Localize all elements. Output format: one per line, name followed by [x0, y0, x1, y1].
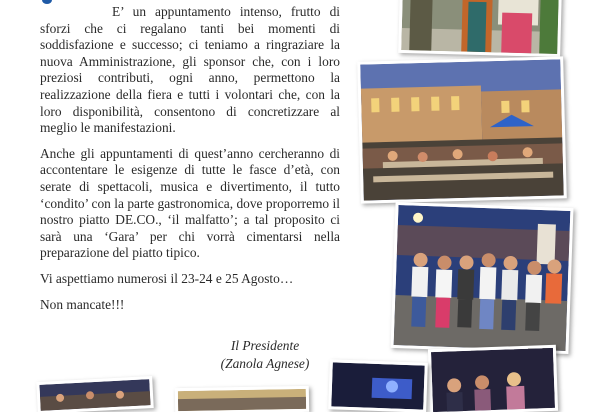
signature-role: Il Presidente — [230, 338, 300, 353]
photo-piazza-crowd — [360, 59, 563, 200]
paragraph-thanks: E’ un appuntamento intenso, frutto di sforzi che ci regalano tanti bei momenti di soddisfazione e successo; ci teniamo a ringraziare la nuova Amministrazione, gli sponsor che, con i loro preziosi contributi, ogni anno, permettono la realizzazione della fiera e tutti i volontari che, con la loro disponibilità, consentono di concretizzare al meglio le manifestazioni. — [40, 4, 340, 136]
photo-stage-performers — [431, 348, 555, 412]
photo-piazza-crowd-image — [360, 59, 563, 200]
article-body — [40, 4, 340, 313]
signature-block — [210, 337, 320, 373]
photo-group-portrait-image — [394, 205, 571, 351]
photo-group-portrait — [394, 205, 571, 351]
photo-dusk-street-image — [178, 389, 306, 411]
photo-night-stage-image — [331, 362, 424, 409]
photo-costumed-people-image — [401, 0, 559, 54]
paragraph-dates: Vi aspettiamo numerosi il 23-24 e 25 Agosto… — [40, 270, 294, 286]
paragraph-events: Anche gli appuntamenti di quest’anno cercheranno di accontentare le esigenze di tutte le fasce d’età, con serate di spettacoli, musica e divertimento, il tutto ‘condito’ con la parte gastronomica, dove proporremo il nostro piatto DE.CO., ‘il malfatto’; a tal proposito ci sarà una ‘Gara’ per chi vorrà cimentarsi nella preparazione del piatto tipico. — [40, 145, 340, 261]
photo-evening-crowd-image — [39, 379, 150, 411]
paragraph-closing: Non mancate!!! — [40, 296, 125, 312]
photo-evening-crowd — [39, 379, 150, 411]
photo-dusk-street — [178, 389, 306, 411]
photo-stage-performers-image — [431, 348, 555, 412]
photo-night-stage — [331, 362, 424, 409]
signature-name: (Zanola Agnese) — [220, 356, 310, 371]
photo-costumed-people — [401, 0, 559, 54]
